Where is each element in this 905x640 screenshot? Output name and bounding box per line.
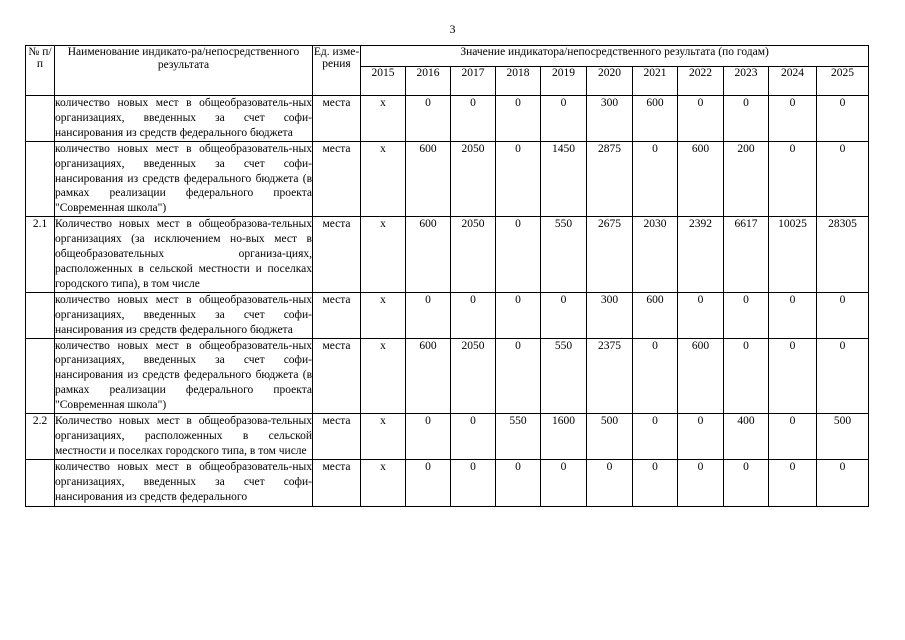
value-cell: 1450 xyxy=(541,141,587,217)
value-cell: 0 xyxy=(496,292,541,338)
value-cell: 0 xyxy=(769,459,817,506)
value-cell: 0 xyxy=(678,459,724,506)
value-cell: x xyxy=(361,96,406,142)
indicator-name xyxy=(55,459,313,506)
year-header: 2023 xyxy=(724,67,769,96)
value-cell: 0 xyxy=(817,292,869,338)
header-row-top xyxy=(26,46,869,67)
value-cell: 0 xyxy=(496,141,541,217)
value-cell: 550 xyxy=(496,414,541,460)
value-cell: 2675 xyxy=(587,217,633,293)
year-header: 2019 xyxy=(541,67,587,96)
indicator-name: количество новых мест в общеобразователь-ных организациях, введенных за счет софи-нансирования из средств федерального бюджета (в рамках реализации федерального проекта "Современная школа") xyxy=(55,338,313,414)
value-cell: 0 xyxy=(724,459,769,506)
value-cell: 2392 xyxy=(678,217,724,293)
row-number xyxy=(26,292,55,338)
year-header: 2015 xyxy=(361,67,406,96)
value-cell: x xyxy=(361,414,406,460)
table-row xyxy=(26,96,869,142)
indicator-name: Количество новых мест в общеобразова-тельных организациях (за исключением но-вых мест в общеобразовательных организа-циях, расположенных в сельской местности и поселках городского типа), в том числе xyxy=(55,217,313,293)
value-cell: 0 xyxy=(587,459,633,506)
value-cell: 500 xyxy=(817,414,869,460)
indicator-name: Количество новых мест в общеобразова-тельных организациях, расположенных в сельской местности и поселках городского типа, в том числе xyxy=(55,414,313,460)
col-header-num: № п/п xyxy=(26,46,55,96)
value-cell: 600 xyxy=(633,96,678,142)
value-cell: 0 xyxy=(496,217,541,293)
value-cell: 0 xyxy=(406,414,451,460)
value-cell: 0 xyxy=(817,141,869,217)
value-cell: 0 xyxy=(406,292,451,338)
value-cell: 500 xyxy=(587,414,633,460)
value-cell: 600 xyxy=(406,217,451,293)
year-header: 2020 xyxy=(587,67,633,96)
unit-cell: места xyxy=(313,96,361,142)
value-cell: 0 xyxy=(496,459,541,506)
value-cell: 0 xyxy=(724,292,769,338)
value-cell: 600 xyxy=(406,338,451,414)
value-cell: 2050 xyxy=(451,141,496,217)
row-number: 2.1 xyxy=(26,217,55,293)
value-cell: 0 xyxy=(541,96,587,142)
value-cell: 550 xyxy=(541,338,587,414)
value-cell: 6617 xyxy=(724,217,769,293)
value-cell: 300 xyxy=(587,292,633,338)
value-cell: 0 xyxy=(451,459,496,506)
row-number xyxy=(26,459,55,506)
value-cell: x xyxy=(361,459,406,506)
unit-cell: места xyxy=(313,459,361,506)
value-cell: x xyxy=(361,338,406,414)
year-header: 2024 xyxy=(769,67,817,96)
value-cell: 2375 xyxy=(587,338,633,414)
table-row xyxy=(26,338,869,414)
year-header: 2021 xyxy=(633,67,678,96)
indicator-name: количество новых мест в общеобразователь-ных организациях, введенных за счет софи-нансирования из средств федерального бюджета (в рамках реализации федерального проекта "Современная школа") xyxy=(55,141,313,217)
indicators-table xyxy=(25,45,869,507)
value-cell: 200 xyxy=(724,141,769,217)
table-row xyxy=(26,414,869,460)
value-cell: 600 xyxy=(678,141,724,217)
value-cell: 28305 xyxy=(817,217,869,293)
value-cell: 2875 xyxy=(587,141,633,217)
value-cell: 0 xyxy=(451,292,496,338)
value-cell: 0 xyxy=(724,338,769,414)
year-header: 2022 xyxy=(678,67,724,96)
value-cell: x xyxy=(361,217,406,293)
value-cell: 300 xyxy=(587,96,633,142)
value-cell: 0 xyxy=(633,414,678,460)
table-row xyxy=(26,292,869,338)
col-header-name: Наименование индикато-ра/непосредственного результата xyxy=(55,46,313,96)
value-cell: 0 xyxy=(769,292,817,338)
value-cell: 0 xyxy=(406,459,451,506)
value-cell: 400 xyxy=(724,414,769,460)
year-header: 2018 xyxy=(496,67,541,96)
value-cell: 0 xyxy=(817,96,869,142)
value-cell: 0 xyxy=(769,338,817,414)
value-cell: 0 xyxy=(678,292,724,338)
col-header-unit: Ед. изме-рения xyxy=(313,46,361,96)
indicator-name: количество новых мест в общеобразователь-ных организациях, введенных за счет софи-нансирования из средств федерального бюджета xyxy=(55,96,313,142)
table-row xyxy=(26,217,869,293)
table-row xyxy=(26,459,869,506)
value-cell: 0 xyxy=(406,96,451,142)
value-cell: 550 xyxy=(541,217,587,293)
value-cell: 2050 xyxy=(451,338,496,414)
value-cell: 0 xyxy=(496,338,541,414)
unit-cell: места xyxy=(313,217,361,293)
year-header: 2025 xyxy=(817,67,869,96)
value-cell: 0 xyxy=(633,459,678,506)
indicator-name: количество новых мест в общеобразователь-ных организациях, введенных за счет софи-нансирования из средств федерального бюджета xyxy=(55,292,313,338)
year-header: 2017 xyxy=(451,67,496,96)
value-cell: 10025 xyxy=(769,217,817,293)
value-cell: 0 xyxy=(451,96,496,142)
table-row xyxy=(26,141,869,217)
value-cell: 0 xyxy=(633,338,678,414)
value-cell: 0 xyxy=(724,96,769,142)
value-cell: 0 xyxy=(817,338,869,414)
value-cell: 0 xyxy=(769,96,817,142)
row-number: 2.2 xyxy=(26,414,55,460)
value-cell: x xyxy=(361,141,406,217)
value-cell: 0 xyxy=(541,292,587,338)
value-cell: 600 xyxy=(406,141,451,217)
row-number xyxy=(26,141,55,217)
value-cell: 600 xyxy=(633,292,678,338)
value-cell: 0 xyxy=(496,96,541,142)
value-cell: 0 xyxy=(817,459,869,506)
row-number xyxy=(26,96,55,142)
value-cell: 0 xyxy=(633,141,678,217)
value-cell: 600 xyxy=(678,338,724,414)
unit-cell: места xyxy=(313,141,361,217)
value-cell: 2050 xyxy=(451,217,496,293)
value-cell: 0 xyxy=(678,96,724,142)
year-header: 2016 xyxy=(406,67,451,96)
value-cell: x xyxy=(361,292,406,338)
unit-cell: места xyxy=(313,338,361,414)
value-cell: 0 xyxy=(451,414,496,460)
value-cell: 2030 xyxy=(633,217,678,293)
value-cell: 1600 xyxy=(541,414,587,460)
unit-cell: места xyxy=(313,292,361,338)
page-number: 3 xyxy=(449,22,456,36)
row-number xyxy=(26,338,55,414)
value-cell: 0 xyxy=(541,459,587,506)
value-cell: 0 xyxy=(769,141,817,217)
unit-cell: места xyxy=(313,414,361,460)
indicator-name-text: количество новых мест в общеобразователь-ных организациях, введенных за счет софи-нансирования из средств федерального xyxy=(55,460,312,503)
value-cell: 0 xyxy=(769,414,817,460)
value-cell: 0 xyxy=(678,414,724,460)
col-header-values-group: Значение индикатора/непосредственного результата (по годам) xyxy=(361,46,869,67)
